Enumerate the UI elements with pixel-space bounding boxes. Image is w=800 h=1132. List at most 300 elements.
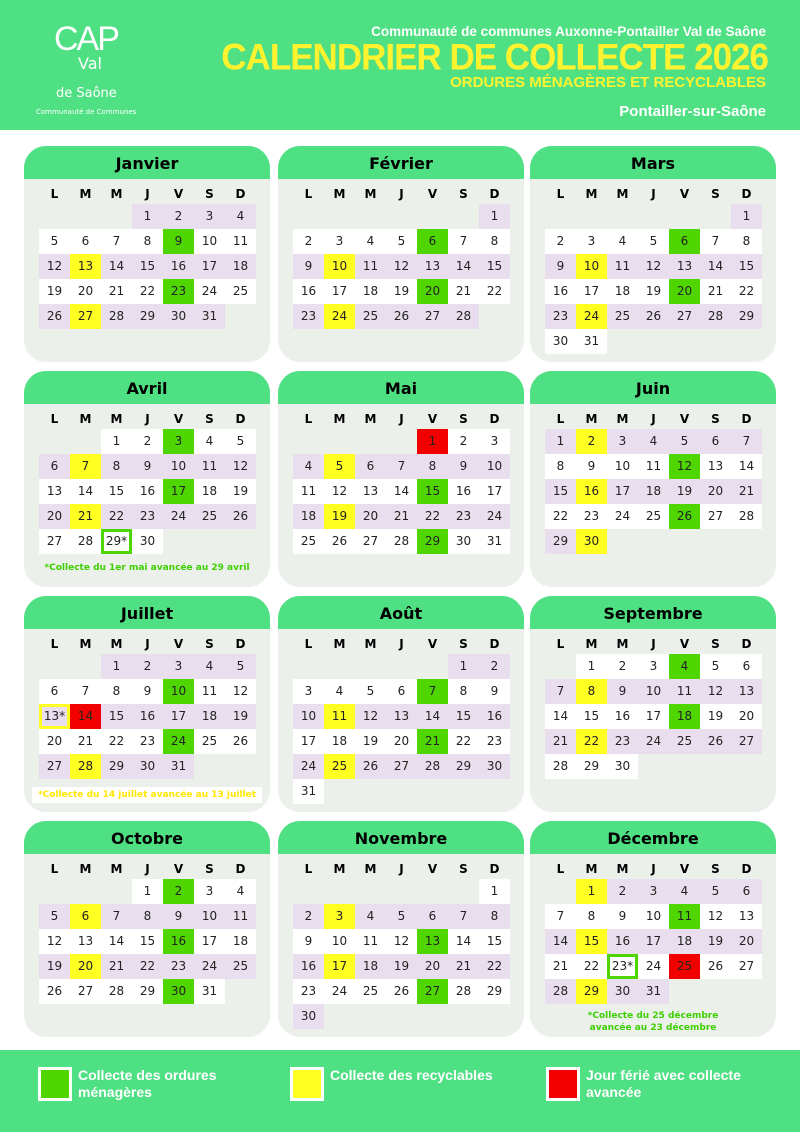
day-cell: 2 (545, 229, 576, 254)
weekday-label: J (145, 187, 150, 201)
month-card (278, 146, 524, 362)
day-cell: 31 (194, 979, 225, 1004)
day-cell: 19 (355, 729, 386, 754)
weekday-label: J (651, 412, 656, 426)
day-cell: 1 (132, 204, 163, 229)
day-cell: 22 (101, 729, 132, 754)
month-title: Janvier (24, 146, 270, 179)
weekday-label: S (459, 862, 468, 876)
day-cell: 16 (293, 279, 324, 304)
day-cell: 16 (163, 254, 194, 279)
day-cell: 27 (731, 954, 762, 979)
day-cell: 16 (132, 704, 163, 729)
weekday-label: M (364, 412, 377, 426)
day-cell: 22 (101, 504, 132, 529)
day-cell-household-waste: 9 (163, 229, 194, 254)
day-cell: 17 (293, 729, 324, 754)
day-cell: 20 (355, 504, 386, 529)
day-cell: 27 (669, 304, 700, 329)
month-title: Novembre (278, 821, 524, 854)
day-cell: 26 (638, 304, 669, 329)
day-cell-recyclables: 13 (70, 254, 101, 279)
day-cell-holiday: 14 (70, 704, 101, 729)
weekday-label: M (79, 412, 92, 426)
month-title: Septembre (530, 596, 776, 629)
day-cell: 14 (545, 704, 576, 729)
day-cell: 8 (101, 454, 132, 479)
day-cell-recyclables: 24 (576, 304, 607, 329)
day-cell: 27 (355, 529, 386, 554)
day-cell: 6 (355, 454, 386, 479)
day-cell: 5 (669, 429, 700, 454)
day-cell: 30 (293, 1004, 324, 1029)
day-cell: 13 (355, 479, 386, 504)
day-cell: 23 (576, 504, 607, 529)
day-cell: 15 (479, 254, 510, 279)
weekday-label: M (585, 187, 598, 201)
day-cell: 22 (576, 954, 607, 979)
day-cell: 20 (386, 729, 417, 754)
day-cell: 21 (545, 729, 576, 754)
weekday-label: S (459, 637, 468, 651)
day-cell: 15 (479, 929, 510, 954)
day-cell: 1 (448, 654, 479, 679)
day-cell: 5 (638, 229, 669, 254)
month-note: *Collecte du 1er mai avancée au 29 avril (44, 563, 250, 573)
weekday-label: S (459, 187, 468, 201)
yellow-swatch-icon (290, 1067, 324, 1101)
day-cell: 7 (101, 229, 132, 254)
day-cell-recyclables: 15 (576, 929, 607, 954)
day-cell-household-waste: 10 (163, 679, 194, 704)
day-cell: 30 (607, 979, 638, 1004)
day-cell: 18 (225, 254, 256, 279)
day-cell: 11 (293, 479, 324, 504)
weekday-label: L (556, 412, 565, 426)
day-cell-household-waste: 11 (669, 904, 700, 929)
day-cell: 26 (386, 304, 417, 329)
day-cell: 7 (731, 429, 762, 454)
day-cell: 8 (545, 454, 576, 479)
weekday-label: M (79, 637, 92, 651)
weekday-label: V (173, 412, 184, 426)
weekday-label: L (304, 637, 313, 651)
weekday-label: V (679, 412, 690, 426)
day-cell: 16 (132, 479, 163, 504)
day-cell-household-waste: 16 (163, 929, 194, 954)
day-cell: 11 (607, 254, 638, 279)
weekday-label: D (235, 862, 246, 876)
day-cell-recyclables: 21 (70, 504, 101, 529)
day-cell: 3 (293, 679, 324, 704)
day-cell: 22 (479, 954, 510, 979)
day-cell: 22 (132, 279, 163, 304)
day-cell-household-waste: 17 (163, 479, 194, 504)
day-cell-recyclables: 22 (576, 729, 607, 754)
day-cell: 24 (479, 504, 510, 529)
day-cell: 7 (545, 904, 576, 929)
day-cell: 5 (386, 229, 417, 254)
day-cell-recyclables: 28 (70, 754, 101, 779)
day-cell: 12 (39, 254, 70, 279)
day-cell: 15 (545, 479, 576, 504)
day-cell-household-waste: 18 (669, 704, 700, 729)
day-cell: 26 (39, 304, 70, 329)
weekday-label: V (173, 187, 184, 201)
day-cell-recyclables: 16 (576, 479, 607, 504)
day-cell: 26 (225, 504, 256, 529)
day-cell: 20 (731, 929, 762, 954)
day-cell: 11 (355, 929, 386, 954)
day-cell: 18 (293, 504, 324, 529)
day-cell: 23 (607, 729, 638, 754)
day-cell: 30 (132, 754, 163, 779)
day-cell: 15 (731, 254, 762, 279)
month-card (278, 371, 524, 587)
day-cell: 2 (132, 429, 163, 454)
day-cell: 14 (545, 929, 576, 954)
day-cell-household-waste: 24 (163, 729, 194, 754)
day-cell: 21 (545, 954, 576, 979)
weekday-label: L (50, 412, 59, 426)
weekday-label: D (741, 412, 752, 426)
weekday-label: M (333, 187, 346, 201)
weekday-label: M (616, 187, 629, 201)
day-cell: 5 (386, 904, 417, 929)
weekday-label: M (585, 637, 598, 651)
day-cell: 20 (70, 279, 101, 304)
day-cell: 14 (70, 479, 101, 504)
day-cell: 6 (700, 429, 731, 454)
month-title: Juillet (24, 596, 270, 629)
day-cell: 6 (70, 229, 101, 254)
month-card (278, 596, 524, 812)
day-cell: 5 (700, 654, 731, 679)
day-cell: 8 (479, 904, 510, 929)
month-card (278, 821, 524, 1037)
day-cell: 25 (638, 504, 669, 529)
weekday-label: D (489, 412, 500, 426)
day-cell: 27 (39, 754, 70, 779)
month-title: Avril (24, 371, 270, 404)
day-cell: 28 (101, 304, 132, 329)
day-cell: 2 (607, 654, 638, 679)
weekday-label: M (364, 187, 377, 201)
day-cell: 30 (479, 754, 510, 779)
day-cell: 25 (293, 529, 324, 554)
day-cell: 31 (293, 779, 324, 804)
day-cell: 29 (545, 529, 576, 554)
day-cell-recyclables: 25 (324, 754, 355, 779)
weekday-label: S (711, 187, 720, 201)
weekday-label: M (616, 862, 629, 876)
weekday-label: V (173, 637, 184, 651)
day-cell-household-waste: 27 (417, 979, 448, 1004)
day-cell-recyclables: 20 (70, 954, 101, 979)
day-cell: 25 (225, 954, 256, 979)
day-cell: 18 (194, 704, 225, 729)
day-cell: 10 (638, 679, 669, 704)
cap-val-de-saone-logo (34, 20, 137, 120)
day-cell-recyclables: 10 (324, 254, 355, 279)
weekday-label: M (333, 637, 346, 651)
day-cell: 28 (70, 529, 101, 554)
weekday-label: M (364, 862, 377, 876)
day-cell: 12 (638, 254, 669, 279)
day-cell: 15 (101, 704, 132, 729)
month-card (530, 596, 776, 812)
day-cell: 3 (324, 229, 355, 254)
weekday-label: D (489, 862, 500, 876)
day-cell-holiday: 1 (417, 429, 448, 454)
day-cell-household-waste: 2 (163, 879, 194, 904)
day-cell-recyclables: 8 (576, 679, 607, 704)
weekday-label: V (427, 412, 438, 426)
weekday-label: D (235, 637, 246, 651)
day-cell: 30 (163, 304, 194, 329)
day-cell: 18 (607, 279, 638, 304)
day-cell: 10 (324, 929, 355, 954)
day-cell: 31 (576, 329, 607, 354)
day-cell: 9 (545, 254, 576, 279)
day-cell-advanced-collection: 29* (101, 529, 132, 554)
weekday-label: M (333, 412, 346, 426)
weekday-label: M (79, 187, 92, 201)
day-cell-household-waste: 21 (417, 729, 448, 754)
day-cell: 18 (669, 929, 700, 954)
weekday-label: V (427, 187, 438, 201)
day-cell: 5 (225, 654, 256, 679)
day-cell: 7 (700, 229, 731, 254)
weekday-label: M (110, 187, 123, 201)
month-card (24, 821, 270, 1037)
day-cell: 14 (417, 704, 448, 729)
day-cell: 13 (386, 704, 417, 729)
day-cell: 21 (448, 279, 479, 304)
day-cell: 20 (700, 479, 731, 504)
day-cell: 21 (700, 279, 731, 304)
day-cell: 1 (576, 654, 607, 679)
day-cell: 29 (101, 754, 132, 779)
day-cell: 2 (293, 229, 324, 254)
red-swatch-icon (546, 1067, 580, 1101)
day-cell: 14 (101, 254, 132, 279)
day-cell: 17 (607, 479, 638, 504)
day-cell: 28 (545, 754, 576, 779)
day-cell: 12 (700, 679, 731, 704)
month-card (530, 146, 776, 362)
day-cell: 30 (545, 329, 576, 354)
day-cell: 3 (638, 879, 669, 904)
day-cell: 2 (293, 904, 324, 929)
day-cell-recyclables: 2 (576, 429, 607, 454)
weekday-label: M (110, 862, 123, 876)
weekday-label: J (651, 187, 656, 201)
day-cell: 25 (194, 504, 225, 529)
day-cell-holiday: 25 (669, 954, 700, 979)
day-cell: 17 (479, 479, 510, 504)
day-cell: 13 (731, 904, 762, 929)
day-cell: 11 (355, 254, 386, 279)
day-cell: 18 (324, 729, 355, 754)
day-cell: 24 (607, 504, 638, 529)
day-cell: 13 (731, 679, 762, 704)
day-cell: 9 (293, 929, 324, 954)
day-cell: 26 (355, 754, 386, 779)
weekday-label: M (585, 862, 598, 876)
month-title: Août (278, 596, 524, 629)
day-cell: 15 (101, 479, 132, 504)
day-cell: 2 (132, 654, 163, 679)
day-cell: 14 (731, 454, 762, 479)
day-cell: 17 (163, 704, 194, 729)
day-cell: 28 (448, 979, 479, 1004)
logo-cc: Communauté de Communes (36, 108, 137, 116)
legend (0, 1050, 800, 1132)
day-cell: 25 (669, 729, 700, 754)
weekday-label: L (50, 637, 59, 651)
weekday-label: D (741, 187, 752, 201)
day-cell-household-waste: 20 (669, 279, 700, 304)
day-cell: 1 (132, 879, 163, 904)
day-cell: 23 (293, 979, 324, 1004)
weekday-label: J (145, 412, 150, 426)
day-cell: 19 (669, 479, 700, 504)
weekday-label: J (399, 187, 404, 201)
day-cell: 1 (731, 204, 762, 229)
day-cell: 4 (293, 454, 324, 479)
day-cell: 16 (607, 704, 638, 729)
weekday-label: J (399, 637, 404, 651)
day-cell: 23 (293, 304, 324, 329)
day-cell: 21 (70, 729, 101, 754)
day-cell: 22 (479, 279, 510, 304)
day-cell: 22 (417, 504, 448, 529)
day-cell-recyclables: 6 (70, 904, 101, 929)
day-cell: 23 (132, 504, 163, 529)
weekday-label: J (651, 862, 656, 876)
day-cell: 4 (607, 229, 638, 254)
day-cell: 22 (731, 279, 762, 304)
day-cell: 29 (448, 754, 479, 779)
day-cell: 10 (638, 904, 669, 929)
day-cell: 2 (163, 204, 194, 229)
day-cell: 10 (607, 454, 638, 479)
day-cell: 3 (638, 654, 669, 679)
day-cell: 18 (355, 279, 386, 304)
day-cell: 13 (70, 929, 101, 954)
day-cell: 7 (70, 679, 101, 704)
day-cell: 30 (607, 754, 638, 779)
weekday-label: M (110, 637, 123, 651)
weekday-label: S (205, 187, 214, 201)
day-cell: 15 (132, 929, 163, 954)
day-cell: 12 (39, 929, 70, 954)
day-cell: 31 (194, 304, 225, 329)
day-cell-recyclables: 7 (70, 454, 101, 479)
day-cell: 23 (479, 729, 510, 754)
day-cell: 11 (194, 454, 225, 479)
day-cell: 1 (101, 654, 132, 679)
weekday-label: J (651, 637, 656, 651)
weekday-label: M (585, 412, 598, 426)
day-cell: 11 (225, 904, 256, 929)
day-cell: 14 (101, 929, 132, 954)
day-cell: 29 (731, 304, 762, 329)
day-cell: 17 (194, 929, 225, 954)
month-title: Mars (530, 146, 776, 179)
day-cell-recyclables: 17 (324, 954, 355, 979)
weekday-label: L (304, 862, 313, 876)
day-cell: 13 (669, 254, 700, 279)
day-cell-advanced-collection: 13* (39, 704, 70, 729)
day-cell-recyclables: 19 (324, 504, 355, 529)
day-cell: 26 (324, 529, 355, 554)
weekday-label: V (173, 862, 184, 876)
header (0, 0, 800, 130)
day-cell: 28 (417, 754, 448, 779)
day-cell: 26 (700, 729, 731, 754)
day-cell: 29 (132, 979, 163, 1004)
day-cell: 7 (448, 229, 479, 254)
day-cell: 6 (731, 879, 762, 904)
day-cell-household-waste: 29 (417, 529, 448, 554)
day-cell: 12 (324, 479, 355, 504)
weekday-label: M (616, 412, 629, 426)
month-title: Décembre (530, 821, 776, 854)
day-cell: 18 (194, 479, 225, 504)
day-cell: 25 (355, 979, 386, 1004)
day-cell: 20 (731, 704, 762, 729)
page-title: CALENDRIER DE COLLECTE 2026 (221, 37, 768, 78)
day-cell-household-waste: 3 (163, 429, 194, 454)
day-cell: 24 (163, 504, 194, 529)
day-cell: 14 (700, 254, 731, 279)
day-cell: 18 (355, 954, 386, 979)
weekday-label: L (556, 862, 565, 876)
day-cell: 19 (225, 704, 256, 729)
day-cell-recyclables: 27 (70, 304, 101, 329)
day-cell: 23 (132, 729, 163, 754)
day-cell-recyclables: 30 (576, 529, 607, 554)
day-cell: 11 (669, 679, 700, 704)
day-cell-recyclables: 24 (324, 304, 355, 329)
day-cell: 29 (132, 304, 163, 329)
day-cell: 2 (479, 654, 510, 679)
day-cell: 5 (39, 904, 70, 929)
weekday-label: V (679, 187, 690, 201)
day-cell: 3 (194, 879, 225, 904)
month-card (530, 371, 776, 587)
month-card (24, 596, 270, 812)
day-cell: 28 (101, 979, 132, 1004)
day-cell: 27 (386, 754, 417, 779)
day-cell: 16 (479, 704, 510, 729)
day-cell: 9 (607, 679, 638, 704)
day-cell: 27 (731, 729, 762, 754)
legend-label: Collecte des recyclables (330, 1067, 493, 1083)
day-cell: 23 (545, 304, 576, 329)
day-cell: 4 (194, 654, 225, 679)
weekday-label: M (364, 637, 377, 651)
day-cell-household-waste: 30 (163, 979, 194, 1004)
day-cell: 8 (479, 229, 510, 254)
day-cell: 10 (194, 904, 225, 929)
day-cell: 4 (324, 679, 355, 704)
legend-item-holiday (546, 1067, 776, 1101)
day-cell: 7 (545, 679, 576, 704)
day-cell: 12 (225, 679, 256, 704)
